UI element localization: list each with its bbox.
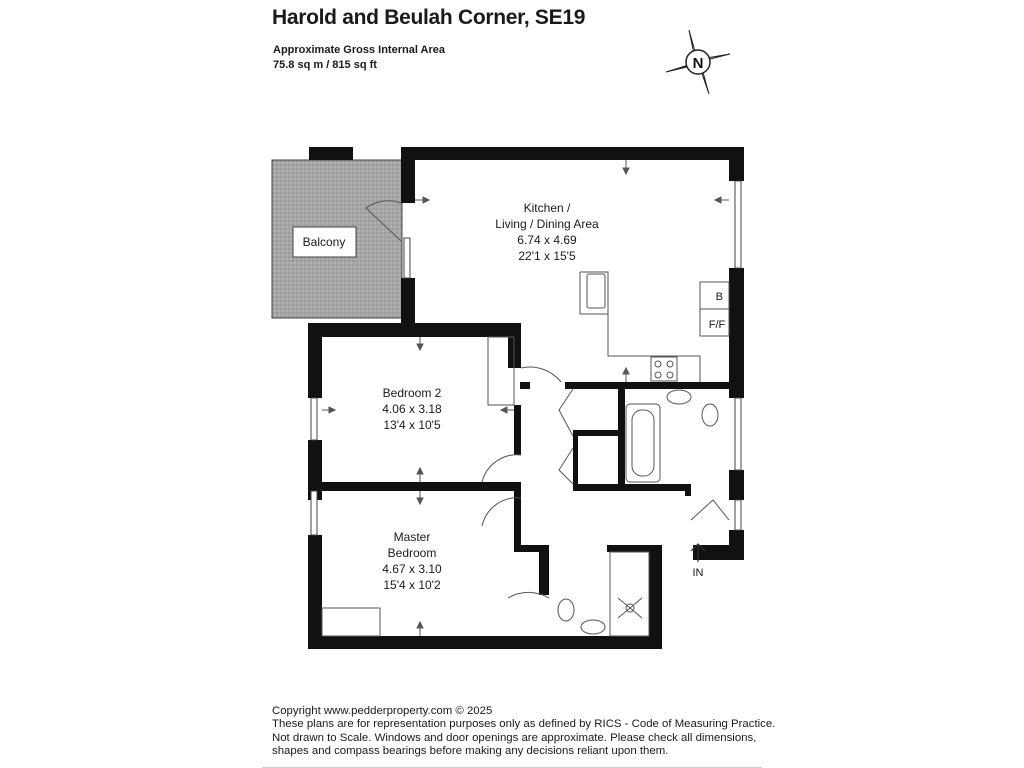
master-metric: 4.67 x 3.10 bbox=[382, 562, 442, 576]
sink-icon bbox=[587, 274, 605, 308]
ensuite-basin-icon bbox=[581, 620, 605, 634]
disclaimer bbox=[272, 705, 775, 759]
balcony bbox=[272, 147, 402, 318]
hob-icon bbox=[651, 357, 677, 381]
balcony-label: Balcony bbox=[302, 235, 346, 249]
entrance-label: IN bbox=[692, 567, 704, 579]
boiler-label: B bbox=[715, 291, 723, 303]
kitchen-imperial: 22'1 x 15'5 bbox=[518, 249, 576, 263]
master-imperial: 15'4 x 10'2 bbox=[383, 578, 441, 592]
kitchen-label-group bbox=[495, 201, 599, 263]
kitchen-name-line2: Living / Dining Area bbox=[495, 217, 599, 231]
compass-label: N bbox=[692, 55, 704, 72]
bedroom2-imperial: 13'4 x 10'5 bbox=[383, 418, 441, 432]
kitchen-metric: 6.74 x 4.69 bbox=[517, 233, 577, 247]
shower-icon bbox=[610, 552, 649, 636]
area-value: 75.8 sq m / 815 sq ft bbox=[273, 59, 377, 71]
basin-icon bbox=[667, 390, 691, 404]
bath-icon bbox=[626, 404, 660, 482]
bathroom-fixtures bbox=[558, 390, 718, 636]
disclaimer-line-3: shapes and compass bearings before making any decisions reliant upon them. bbox=[272, 745, 669, 758]
kitchen-name-line1: Kitchen / bbox=[523, 201, 571, 215]
kitchen-units bbox=[580, 272, 729, 382]
master-name-line2: Bedroom bbox=[387, 546, 437, 560]
copyright-line: Copyright www.pedderproperty.com © 2025 bbox=[272, 705, 493, 717]
plan-title: Harold and Beulah Corner, SE19 bbox=[272, 6, 586, 29]
toilet-icon bbox=[702, 404, 718, 426]
ensuite-toilet-icon bbox=[558, 599, 574, 621]
bedroom2-name: Bedroom 2 bbox=[382, 386, 442, 400]
bedroom2-metric: 4.06 x 3.18 bbox=[382, 402, 442, 416]
fridge-freezer-label: F/F bbox=[708, 319, 726, 331]
area-label: Approximate Gross Internal Area bbox=[273, 44, 445, 56]
master-label-group bbox=[382, 530, 442, 592]
bedroom2-label-group bbox=[382, 386, 442, 432]
disclaimer-line-1: These plans are for representation purposes only as defined by RICS - Code of Measuring Practice. bbox=[272, 718, 776, 731]
master-name-line1: Master bbox=[393, 530, 431, 544]
disclaimer-line-2: Not drawn to Scale. Windows and door openings are approximate. Please check all dimensions, bbox=[272, 731, 757, 744]
